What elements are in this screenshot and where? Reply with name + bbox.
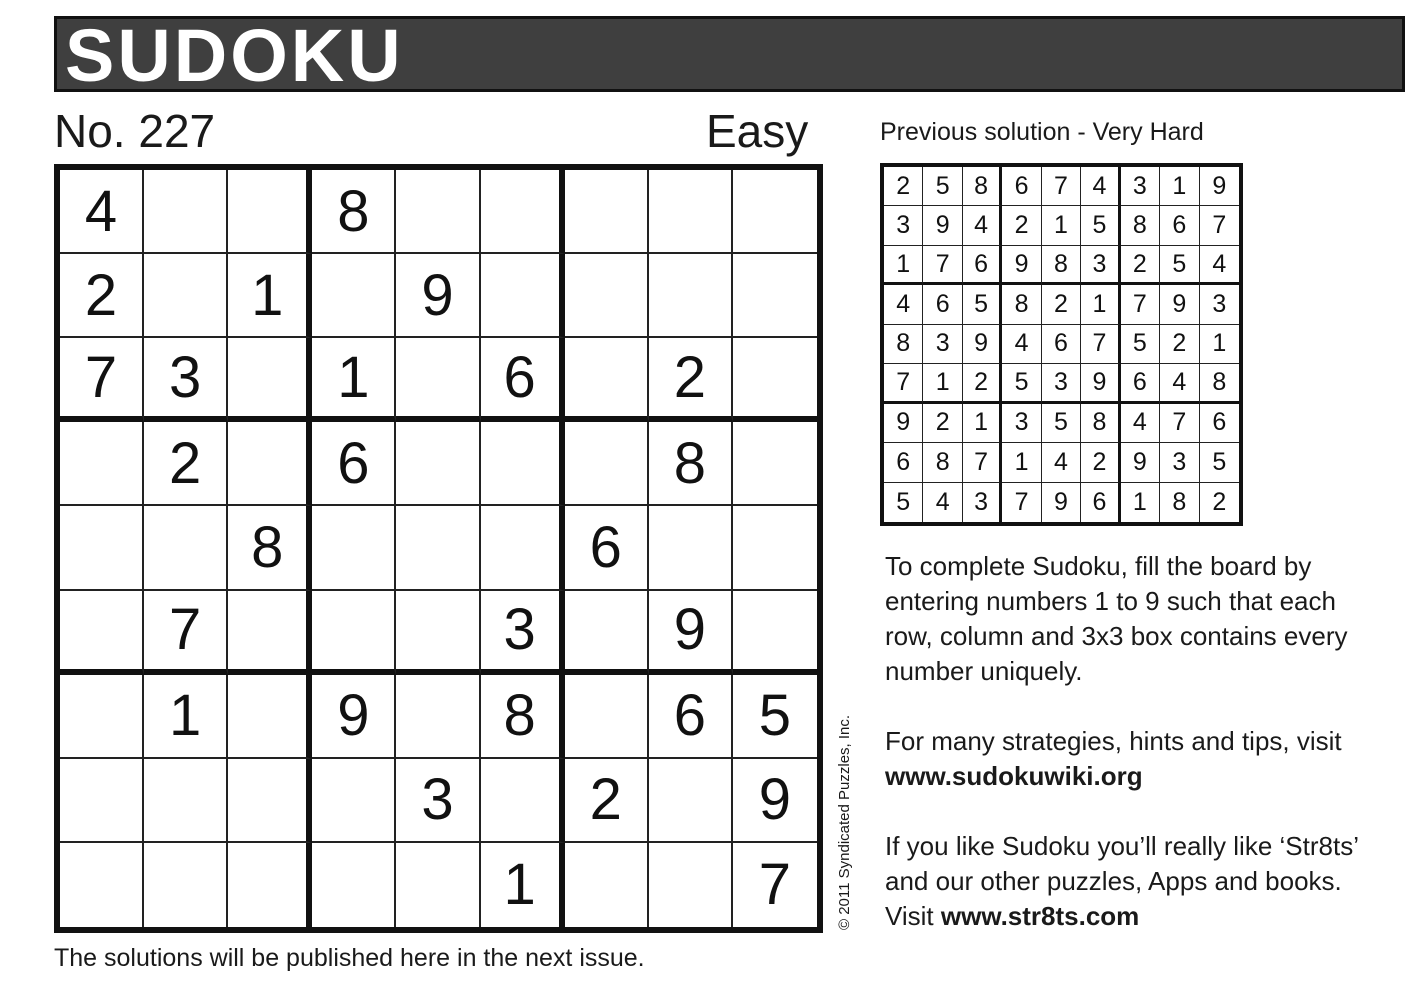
solution-cell-r6c2: 1 (923, 364, 962, 403)
solution-cell-r9c8: 8 (1160, 483, 1199, 522)
solution-cell-r5c2: 3 (923, 325, 962, 364)
sudoku-cell-r9c5[interactable] (396, 843, 480, 927)
copyright-notice: © 2011 Syndicated Puzzles, Inc. (836, 714, 853, 930)
solution-cell-r2c5: 1 (1042, 206, 1081, 245)
solution-cell-r4c5: 2 (1042, 285, 1081, 324)
footer-note: The solutions will be published here in the next issue. (54, 944, 645, 972)
solution-cell-r1c8: 1 (1160, 167, 1199, 206)
solution-cell-r7c5: 5 (1042, 404, 1081, 443)
solution-cell-r5c6: 7 (1081, 325, 1120, 364)
solution-cell-r7c6: 8 (1081, 404, 1120, 443)
sudoku-cell-r2c1: 2 (60, 254, 144, 338)
solution-cell-r3c7: 2 (1121, 246, 1160, 285)
sudokuwiki-link[interactable]: www.sudokuwiki.org (885, 761, 1143, 791)
sudoku-cell-r4c4: 6 (312, 422, 396, 506)
solution-cell-r6c4: 5 (1002, 364, 1041, 403)
solution-cell-r4c4: 8 (1002, 285, 1041, 324)
sudoku-cell-r6c6: 3 (481, 591, 565, 675)
sudoku-cell-r1c5[interactable] (396, 170, 480, 254)
solution-cell-r8c8: 3 (1160, 443, 1199, 482)
sudoku-cell-r3c8: 2 (649, 338, 733, 422)
solution-cell-r6c1: 7 (884, 364, 923, 403)
sudoku-cell-r4c6[interactable] (481, 422, 565, 506)
solution-cell-r2c1: 3 (884, 206, 923, 245)
sudoku-cell-r9c7[interactable] (565, 843, 649, 927)
solution-cell-r9c9: 2 (1212, 487, 1227, 516)
sudoku-cell-r9c2[interactable] (144, 843, 228, 927)
solution-cell-r5c7: 5 (1121, 325, 1160, 364)
solution-cell-r9c1: 5 (884, 483, 923, 522)
previous-solution-title: Previous solution - Very Hard (880, 118, 1204, 146)
sudoku-cell-r3c1: 7 (60, 338, 144, 422)
solution-cell-r5c1: 8 (884, 325, 923, 364)
solution-cell-r8c9: 5 (1200, 443, 1239, 482)
sudoku-cell-r6c3[interactable] (228, 591, 312, 675)
solution-cell-r3c9: 4 (1200, 246, 1239, 285)
solution-cell-r6c8: 4 (1160, 364, 1199, 403)
sudoku-cell-r8c2[interactable] (144, 759, 228, 843)
sudoku-cell-r8c9: 9 (733, 759, 817, 843)
sudoku-cell-r8c1[interactable] (60, 759, 144, 843)
promo-label: If you like Sudoku you’ll really like ‘Str8ts’ and our other puzzles, Apps and books. Visit (885, 831, 1359, 931)
solution-cell-r5c4: 4 (1002, 325, 1041, 364)
sudoku-cell-r6c9[interactable] (733, 591, 817, 675)
solution-cell-r6c7: 6 (1121, 364, 1160, 403)
sudoku-cell-r9c8[interactable] (649, 843, 733, 927)
solution-cell-r7c8: 7 (1160, 404, 1199, 443)
solution-cell-r4c7: 7 (1121, 285, 1160, 324)
sudoku-cell-r2c8[interactable] (649, 254, 733, 338)
sudoku-cell-r7c9: 5 (733, 675, 817, 759)
strategies-text (885, 724, 1385, 794)
sudoku-cell-r7c2: 1 (144, 675, 228, 759)
sudoku-cell-r5c3: 8 (228, 506, 312, 590)
solution-cell-r3c1: 1 (884, 246, 923, 285)
sudoku-cell-r1c7[interactable] (565, 170, 649, 254)
sudoku-cell-r9c6: 1 (481, 843, 565, 927)
sudoku-cell-r2c7[interactable] (565, 254, 649, 338)
solution-cell-r4c1: 4 (884, 285, 923, 324)
sudoku-cell-r3c9[interactable] (733, 338, 817, 422)
previous-solution-grid (880, 163, 1243, 526)
solution-cell-r7c2: 2 (923, 404, 962, 443)
solution-cell-r8c1: 6 (884, 443, 923, 482)
solution-cell-r2c9: 7 (1200, 206, 1239, 245)
solution-cell-r9c3: 3 (963, 483, 1002, 522)
instructions-text (885, 549, 1385, 689)
sudoku-cell-r7c8: 6 (649, 675, 733, 759)
sudoku-cell-r8c8[interactable] (649, 759, 733, 843)
solution-cell-r3c3: 6 (963, 246, 1002, 285)
puzzle-number: No. 227 (54, 105, 216, 157)
sudoku-cell-r5c9[interactable] (733, 506, 817, 590)
sudoku-cell-r3c4: 1 (312, 338, 396, 422)
sudoku-cell-r9c1[interactable] (60, 843, 144, 927)
solution-cell-r8c6: 2 (1081, 443, 1120, 482)
sudoku-cell-r4c2: 2 (144, 422, 228, 506)
solution-cell-r3c6: 3 (1081, 246, 1120, 285)
sudoku-cell-r7c5[interactable] (396, 675, 480, 759)
solution-cell-r6c3: 2 (963, 364, 1002, 403)
solution-cell-r4c8: 9 (1160, 285, 1199, 324)
sudoku-cell-r7c4: 9 (312, 675, 396, 759)
sudoku-cell-r3c7[interactable] (565, 338, 649, 422)
instructions-paragraph: To complete Sudoku, fill the board by entering numbers 1 to 9 such that each row, column and 3x3 box contains every number uniquely. (885, 551, 1348, 686)
sudoku-cell-r7c1[interactable] (60, 675, 144, 759)
solution-cell-r5c9: 1 (1200, 325, 1239, 364)
sudoku-cell-r6c7[interactable] (565, 591, 649, 675)
solution-cell-r4c2: 6 (923, 285, 962, 324)
sudoku-cell-r6c8: 9 (649, 591, 733, 675)
difficulty-label: Easy (706, 105, 809, 157)
solution-cell-r7c7: 4 (1121, 404, 1160, 443)
sudoku-cell-r2c5: 9 (396, 254, 480, 338)
solution-cell-r8c7: 9 (1121, 443, 1160, 482)
promo-text (885, 829, 1385, 934)
page-title: SUDOKU (65, 14, 404, 97)
solution-cell-r8c3: 7 (963, 443, 1002, 482)
sudoku-cell-r3c6: 6 (481, 338, 565, 422)
solution-cell-r7c1: 9 (884, 404, 923, 443)
solution-cell-r2c6: 5 (1081, 206, 1120, 245)
sudoku-cell-r7c3[interactable] (228, 675, 312, 759)
solution-cell-r5c5: 6 (1042, 325, 1081, 364)
solution-cell-r8c4: 1 (1002, 443, 1041, 482)
sudoku-cell-r1c1: 4 (60, 170, 144, 254)
solution-cell-r8c2: 8 (923, 443, 962, 482)
sudoku-cell-r5c4[interactable] (312, 506, 396, 590)
title-bar (54, 14, 1405, 97)
solution-cell-r9c2: 4 (923, 483, 962, 522)
sudoku-cell-r7c6: 8 (481, 675, 565, 759)
sudoku-cell-r9c4[interactable] (312, 843, 396, 927)
sudoku-cell-r6c1[interactable] (60, 591, 144, 675)
sudoku-cell-r4c8: 8 (649, 422, 733, 506)
sudoku-cell-r5c6[interactable] (481, 506, 565, 590)
solution-cell-r8c5: 4 (1042, 443, 1081, 482)
sudoku-cell-r3c3[interactable] (228, 338, 312, 422)
sudoku-cell-r9c3[interactable] (228, 843, 312, 927)
sudoku-cell-r4c1[interactable] (60, 422, 144, 506)
sudoku-cell-r4c9[interactable] (733, 422, 817, 506)
solution-cell-r6c6: 9 (1081, 364, 1120, 403)
solution-cell-r7c4: 3 (1002, 404, 1041, 443)
solution-cell-r1c7: 3 (1121, 167, 1160, 206)
strategies-label: For many strategies, hints and tips, visit (885, 726, 1342, 756)
sudoku-cell-r2c4[interactable] (312, 254, 396, 338)
sudoku-cell-r2c3: 1 (228, 254, 312, 338)
str8ts-link[interactable]: www.str8ts.com (940, 901, 1140, 931)
sudoku-cell-r4c7[interactable] (565, 422, 649, 506)
sudoku-cell-r1c6[interactable] (481, 170, 565, 254)
solution-cell-r1c6: 4 (1081, 167, 1120, 206)
sudoku-cell-r2c9[interactable] (733, 254, 817, 338)
sudoku-cell-r8c3[interactable] (228, 759, 312, 843)
sudoku-cell-r7c7[interactable] (565, 675, 649, 759)
sudoku-cell-r3c2: 3 (144, 338, 228, 422)
sudoku-cell-r2c2[interactable] (144, 254, 228, 338)
solution-cell-r4c9: 3 (1200, 285, 1239, 324)
sudoku-cell-r4c3[interactable] (228, 422, 312, 506)
solution-cell-r1c1: 2 (884, 167, 923, 206)
solution-cell-r6c9: 8 (1200, 364, 1239, 403)
solution-cell-r2c8: 6 (1160, 206, 1199, 245)
solution-cell-r6c5: 3 (1042, 364, 1081, 403)
sudoku-cell-r5c5[interactable] (396, 506, 480, 590)
sudoku-cell-r6c4[interactable] (312, 591, 396, 675)
sudoku-cell-r9c9: 7 (758, 852, 792, 918)
sudoku-cell-r5c7: 6 (565, 506, 649, 590)
solution-cell-r5c8: 2 (1160, 325, 1199, 364)
solution-cell-r9c4: 7 (1002, 483, 1041, 522)
solution-cell-r3c2: 7 (923, 246, 962, 285)
sudoku-cell-r1c9[interactable] (733, 170, 817, 254)
sudoku-cell-r8c5: 3 (396, 759, 480, 843)
sudoku-cell-r1c4: 8 (312, 170, 396, 254)
sudoku-cell-r2c6[interactable] (481, 254, 565, 338)
sudoku-grid (54, 164, 823, 933)
solution-cell-r7c3: 1 (963, 404, 1002, 443)
solution-cell-r3c5: 8 (1042, 246, 1081, 285)
solution-cell-r2c3: 4 (963, 206, 1002, 245)
solution-cell-r1c3: 8 (963, 167, 1002, 206)
solution-cell-r3c8: 5 (1160, 246, 1199, 285)
solution-cell-r2c7: 8 (1121, 206, 1160, 245)
sudoku-cell-r5c2[interactable] (144, 506, 228, 590)
solution-cell-r9c5: 9 (1042, 483, 1081, 522)
solution-cell-r5c3: 9 (963, 325, 1002, 364)
solution-cell-r4c6: 1 (1081, 285, 1120, 324)
solution-cell-r1c5: 7 (1042, 167, 1081, 206)
solution-cell-r7c9: 6 (1200, 404, 1239, 443)
solution-cell-r2c2: 9 (923, 206, 962, 245)
solution-cell-r4c3: 5 (963, 285, 1002, 324)
solution-cell-r1c2: 5 (923, 167, 962, 206)
solution-cell-r9c7: 1 (1121, 483, 1160, 522)
solution-cell-r3c4: 9 (1002, 246, 1041, 285)
sudoku-cell-r3c5[interactable] (396, 338, 480, 422)
sudoku-cell-r1c2[interactable] (144, 170, 228, 254)
sudoku-cell-r1c8[interactable] (649, 170, 733, 254)
sudoku-cell-r6c2: 7 (144, 591, 228, 675)
sudoku-cell-r1c3[interactable] (228, 170, 312, 254)
solution-cell-r1c4: 6 (1002, 167, 1041, 206)
sudoku-cell-r8c6[interactable] (481, 759, 565, 843)
solution-cell-r1c9: 9 (1200, 167, 1239, 206)
sudoku-cell-r5c8[interactable] (649, 506, 733, 590)
sudoku-cell-r8c7: 2 (565, 759, 649, 843)
sudoku-cell-r4c5[interactable] (396, 422, 480, 506)
sudoku-cell-r8c4[interactable] (312, 759, 396, 843)
sudoku-cell-r5c1[interactable] (60, 506, 144, 590)
solution-cell-r2c4: 2 (1002, 206, 1041, 245)
sudoku-cell-r6c5[interactable] (396, 591, 480, 675)
solution-cell-r9c6: 6 (1081, 483, 1120, 522)
